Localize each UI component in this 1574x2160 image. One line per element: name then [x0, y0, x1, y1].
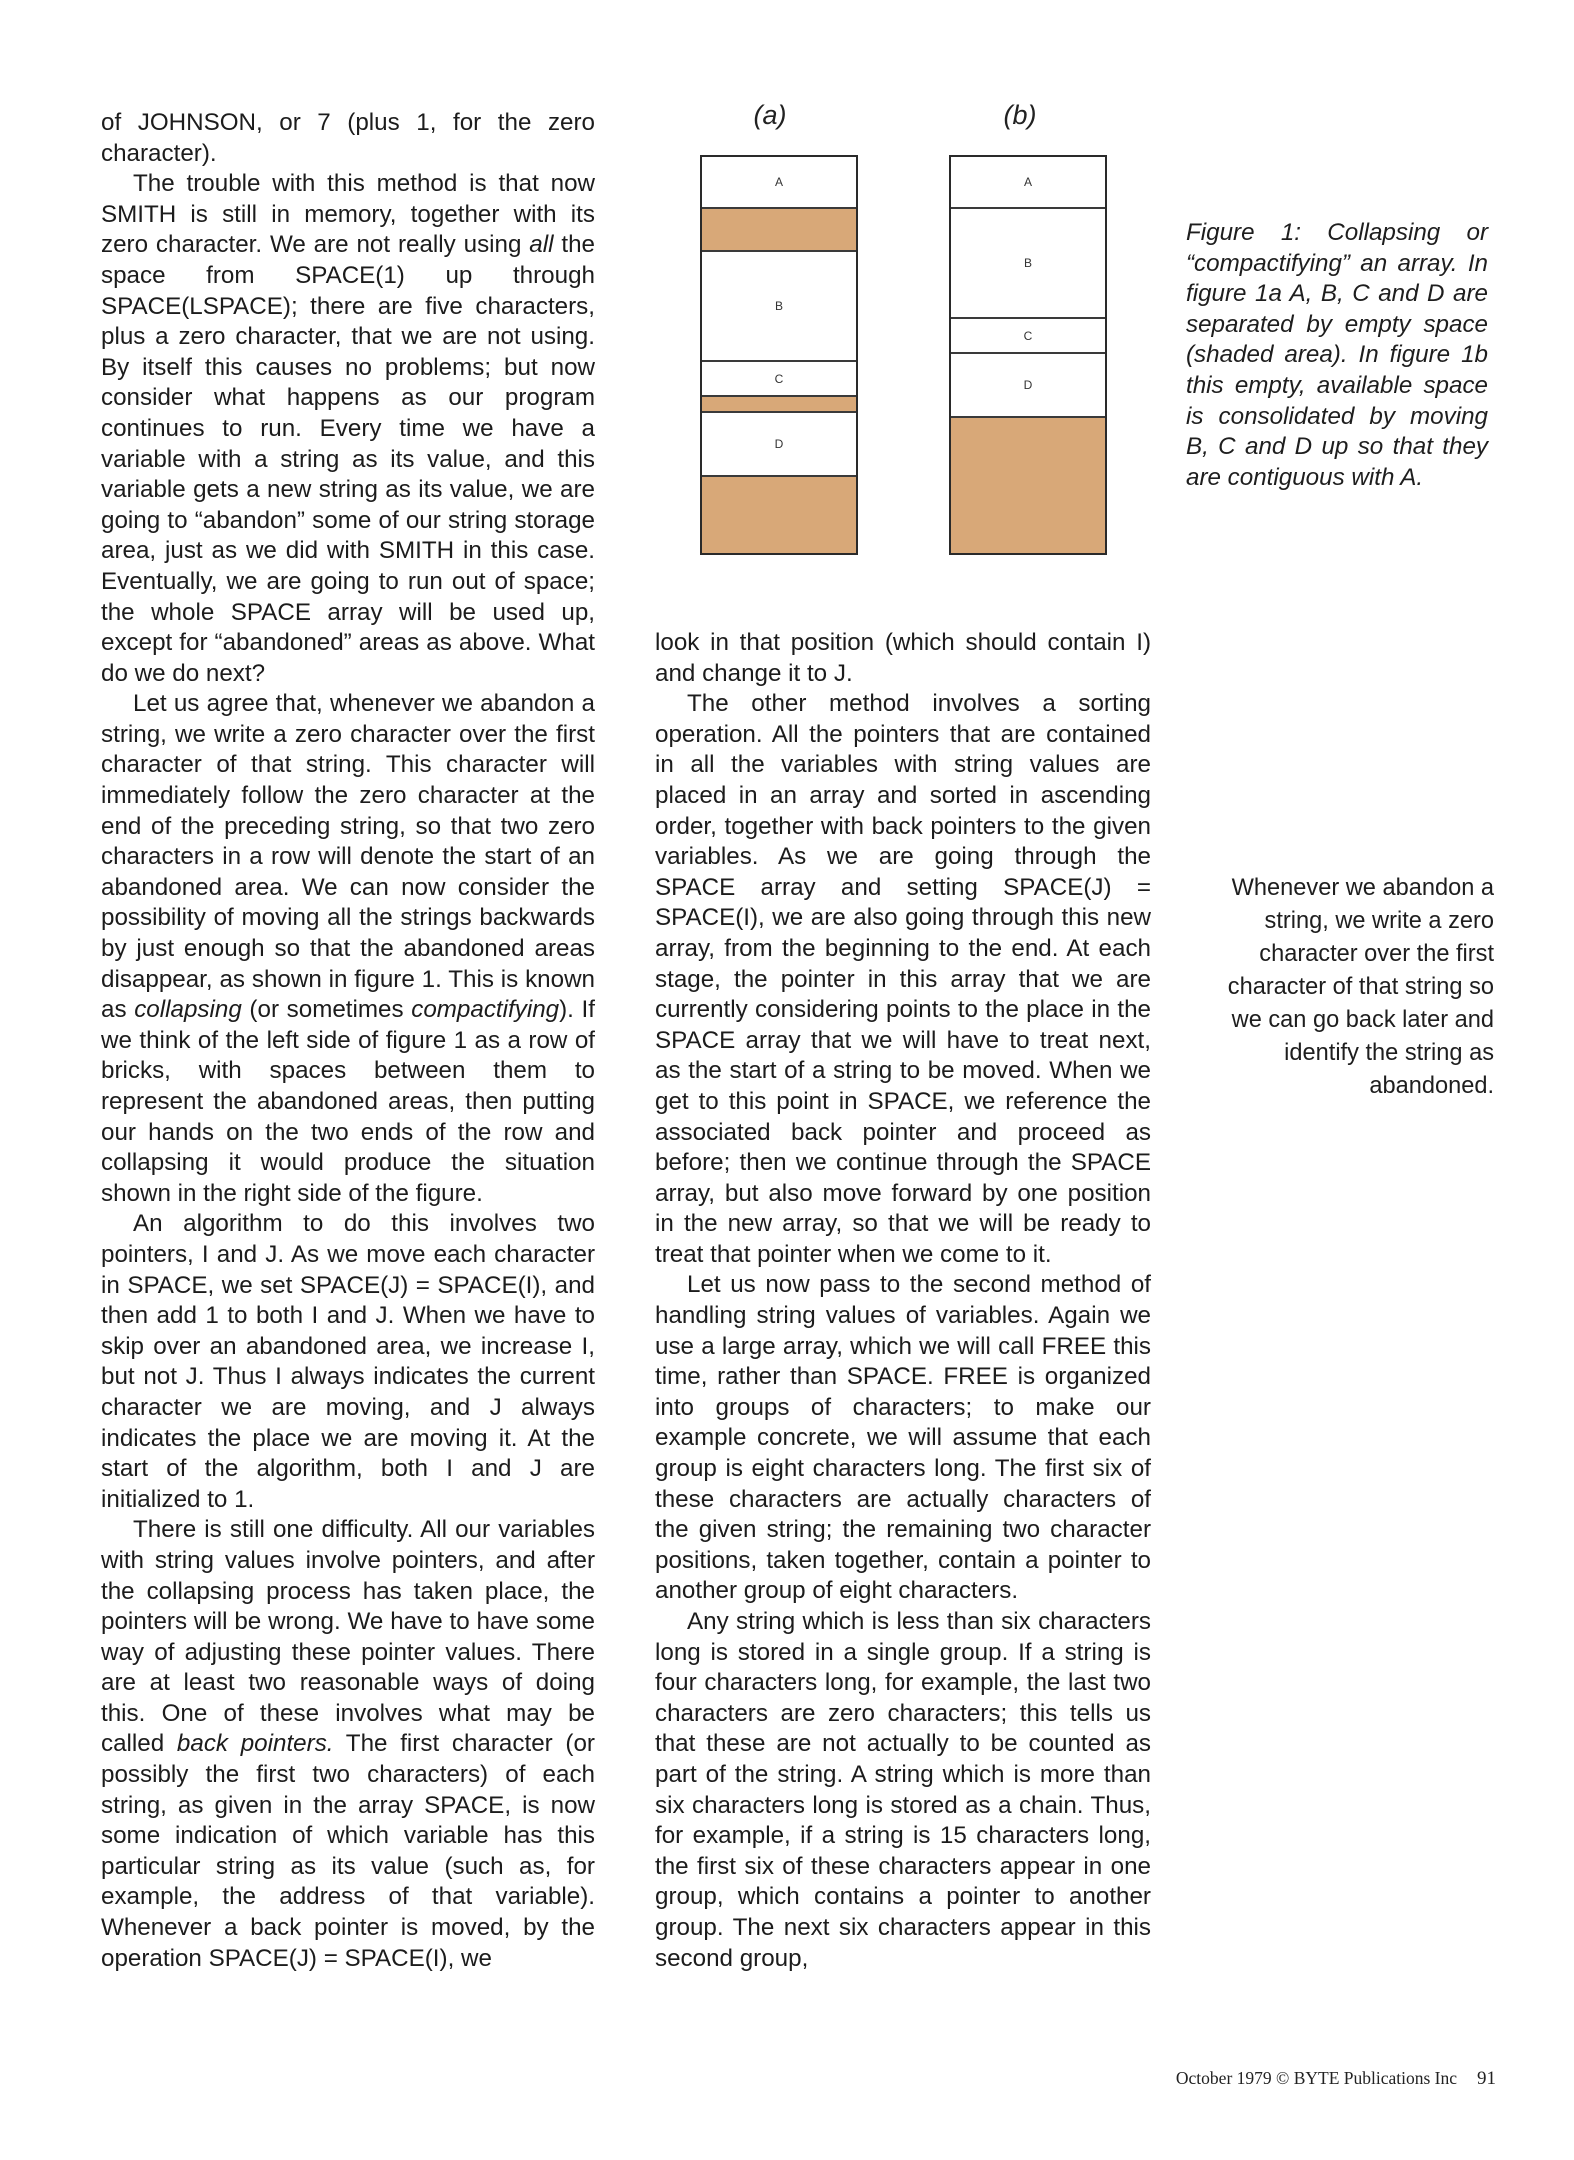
array-diagram-b: [949, 155, 1107, 555]
block-b: B: [702, 250, 856, 360]
paragraph: of JOHNSON, or 7 (plus 1, for the zero character).: [101, 109, 595, 167]
empty-space: [702, 477, 856, 553]
empty-space: [951, 418, 1105, 553]
text-column-left: [101, 108, 595, 1974]
block-a: A: [1023, 175, 1032, 189]
page-number: 91: [1477, 2068, 1496, 2089]
figure-label-a: (a): [753, 100, 787, 130]
paragraph: Any string which is less than six characters long is stored in a single group. If a string is four characters long, for example, the last two characters are zero characters; this tells us that these are not actually to be counted as part of the string. A string which is more than six characters long is stored as a chain. Thus, for example, if a string is 15 characters long, the first six of these characters appear in one group, which contains a pointer to another group. The next six characters appear in this second group,: [655, 1608, 1151, 1972]
block-d: D: [951, 352, 1105, 418]
paragraph: The trouble with this method is that now SMITH is still in memory, together with its zero character. We are not really using all the space from SPACE(1) up through SPACE(LSPACE); there are five characters, plus a zero character, that we are not using. By itself this causes no problems; but now consider what happens as our program continues to run. Every time we have a variable with a string as its value, and this variable gets a new string as its value, we are going to “abandon” some of our string storage area, just as we did with SMITH in this case. Eventually, we are going to run out of space; the whole SPACE array will be used up, except for “abandoned” areas as above. What do we do next?: [101, 170, 595, 687]
block-c: C: [702, 360, 856, 395]
paragraph: An algorithm to do this involves two pointers, I and J. As we move each character in SPACE, we set SPACE(J) = SPACE(I), and then add 1 to both I and J. When we have to skip over an abandoned area, we increase I, but not J. Thus I always indicates the current character we are moving, and J always indicates the place we are moving it. At the start of the algorithm, both I and J are initialized to 1.: [101, 1210, 595, 1513]
figure-caption: Figure 1: Collapsing or “compactifying” an array. In figure 1a A, B, C and D are separated by empty space (shaded area). In figure 1b this empty, available space is consolidated by moving B, C and D up so that they are contiguous with A.: [1186, 219, 1488, 491]
paragraph: Let us now pass to the second method of handling string values of variables. Again we use a large array, which we will call FREE this time, rather than SPACE. FREE is organized into groups of characters; to make our example concrete, we will assume that each group is eight characters long. The first six of these characters are actually characters of the given string; the remaining two character positions, taken together, contain a pointer to another group of eight characters.: [655, 1271, 1151, 1605]
paragraph: The other method involves a sorting operation. All the pointers that are contained in all the variables with string values are placed in an array and sorted in ascending order, together with back pointers to the given variables. As we are going through the SPACE array and setting SPACE(J) = SPACE(I), we are also going through this new array, from the beginning to the end. At each stage, the pointer in this array that we are currently considering points to the place in the SPACE array that we will have to treat next, as the start of a string to be moved. When we get to this point in SPACE, we reference the associated back pointer and proceed as before; then we continue through the SPACE array, but also move forward by one position in the new array, so that we will be ready to treat that pointer when we come to it.: [655, 690, 1151, 1268]
figure-1: [690, 100, 1130, 570]
text-column-middle: [655, 628, 1151, 1974]
paragraph: There is still one difficulty. All our variables with string values involve pointers, and after the collapsing process has taken place, the pointers will be wrong. We have to have some way of adjusting these pointer values. There are at least two reasonable ways of doing this. One of these involves what may be called back pointers. The first character (or possibly the first two characters) of each string, as given in the array SPACE, is now some indication of which variable has this particular string as its value (such as, for example, the address of that variable). Whenever a back pointer is moved, by the operation SPACE(J) = SPACE(I), we: [101, 1516, 595, 1972]
block-b: B: [951, 207, 1105, 317]
block-d: D: [702, 411, 856, 477]
footer-credit: October 1979 © BYTE Publications Inc: [1175, 2068, 1457, 2088]
array-diagram-a: [700, 155, 858, 555]
paragraph: Let us agree that, whenever we abandon a string, we write a zero character over the first character of that string. This character will immediately follow the zero character at the end of the preceding string, so that two zero characters in a row will denote the start of an abandoned area. We can now consider the possibility of moving all the strings backwards by just enough so that the abandoned areas disappear, as shown in figure 1. This is known as collapsing (or sometimes compactifying). If we think of the left side of figure 1 as a row of bricks, with spaces between them to represent the abandoned areas, then putting our hands on the two ends of the row and collapsing it would produce the situation shown in the right side of the figure.: [101, 690, 595, 1207]
page-footer: [1100, 2068, 1496, 2090]
block-c: C: [951, 317, 1105, 352]
figure-label-b: (b): [1003, 100, 1037, 130]
empty-space: [702, 207, 856, 252]
paragraph: look in that position (which should contain I) and change it to J.: [655, 629, 1151, 687]
block-a: A: [774, 175, 783, 189]
pull-quote: Whenever we abandon a string, we write a zero character over the first character of that string so we can go back later and identify the string as abandoned.: [1227, 875, 1494, 1099]
